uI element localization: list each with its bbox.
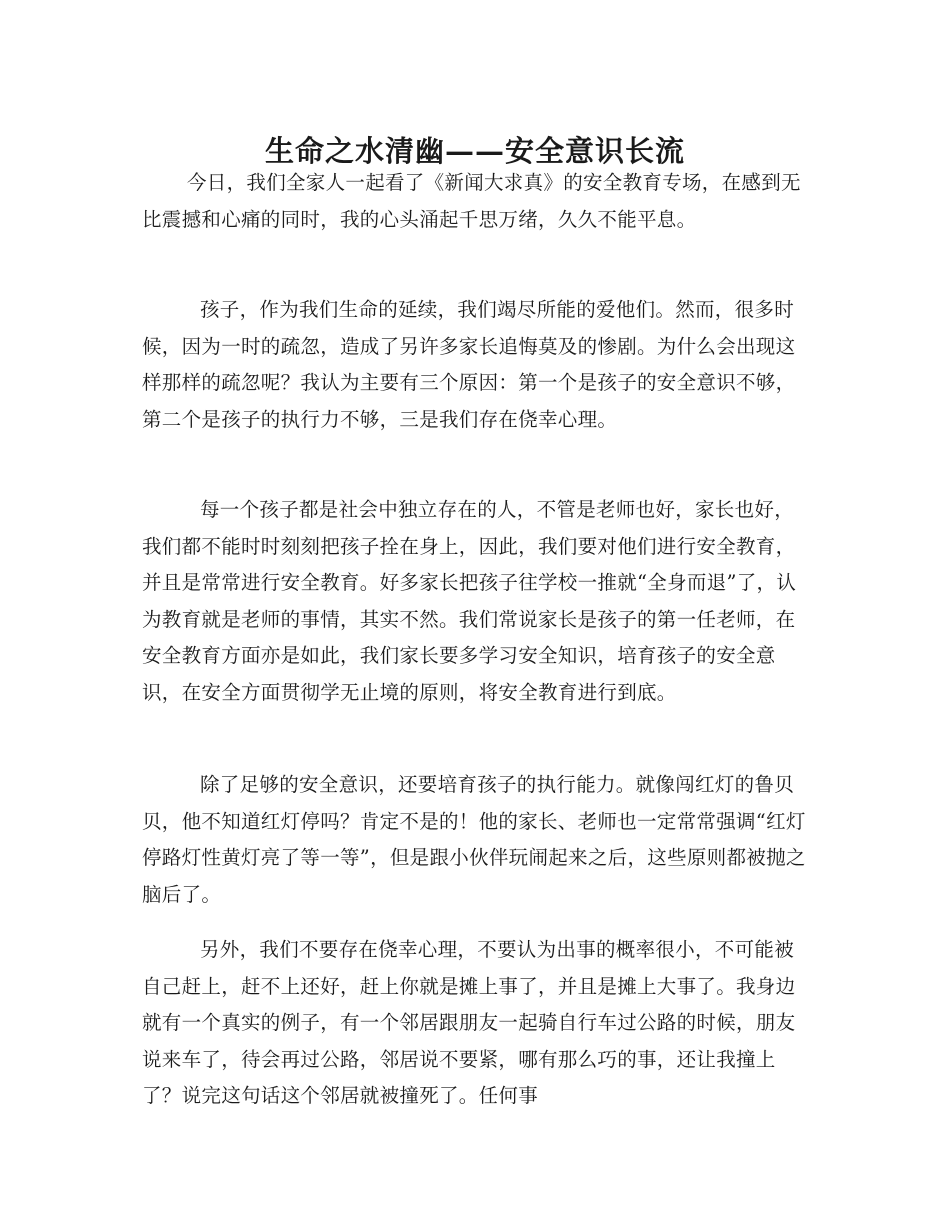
document-title: 生命之水清幽——安全意识长流 — [264, 134, 685, 169]
paragraph-4: 除了足够的安全意识，还要培育孩子的执行能力。就像闯红灯的鲁贝贝，他不知道红灯停吗？肯定不是的！他的家长、老师也一定常常强调“红灯停路灯性黄灯亮了等一等”，但是跟小伙伴玩闹起来之后，这些原则都被抛之脑后了。 — [142, 773, 806, 906]
paragraph-5: 另外，我们不要存在侥幸心理，不要认为出事的概率很小，不可能被自己赶上，赶不上还好，赶上你就是摊上事了，并且是摊上大事了。我身边就有一个真实的例子，有一个邻居跟朋友一起骑自行车过公路的时候，朋友说来车了，待会再过公路，邻居说不要紧，哪有那么巧的事，还让我撞上了？说完这句话这个邻居就被撞死了。任何事 — [142, 938, 796, 1107]
paragraph-2: 孩子，作为我们生命的延续，我们竭尽所能的爱他们。然而，很多时候，因为一时的疏忽，造成了另许多家长追悔莫及的惨剧。为什么会出现这样那样的疏忽呢？我认为主要有三个原因：第一个是孩子的安全意识不够，第二个是孩子的执行力不够，三是我们存在侥幸心理。 — [142, 298, 796, 431]
paragraph-1: 今日，我们全家人一起看了《新闻大求真》的安全教育专场，在感到无比震撼和心痛的同时，我的心头涌起千思万绪，久久不能平息。 — [142, 171, 801, 231]
paragraph-3: 每一个孩子都是社会中独立存在的人，不管是老师也好，家长也好，我们都不能时时刻刻把孩子拴在身上，因此，我们要对他们进行安全教育，并且是常常进行安全教育。好多家长把孩子往学校一推就“全身而退”了，认为教育就是老师的事情，其实不然。我们常说家长是孩子的第一任老师，在安全教育方面亦是如此，我们家长要多学习安全知识，培育孩子的安全意识，在安全方面贯彻学无止境的原则，将安全教育进行到底。 — [142, 498, 797, 704]
